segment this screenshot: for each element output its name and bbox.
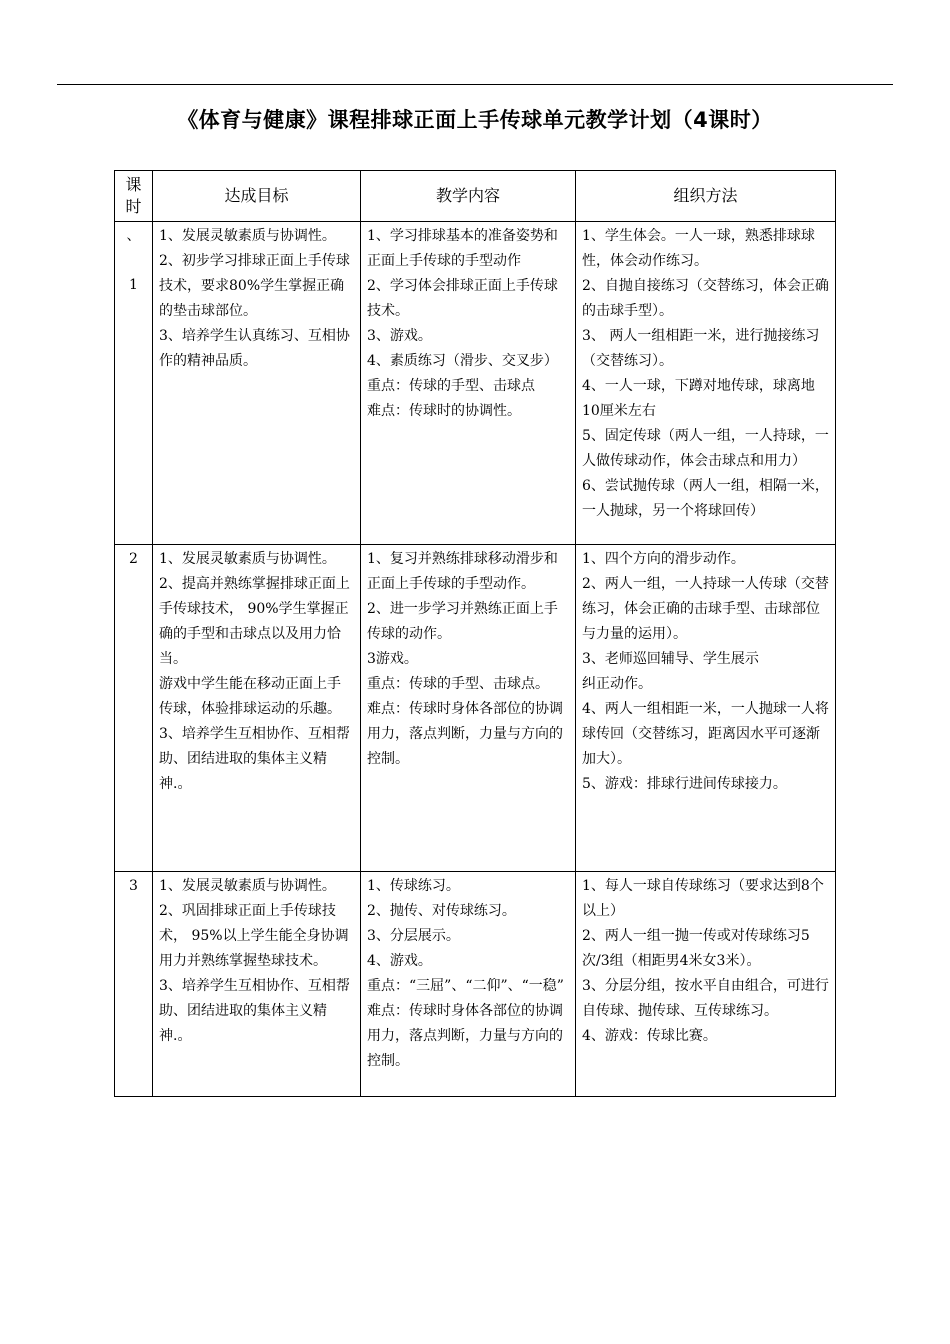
method-item: 4、一人一球，下蹲对地传球，球离地10厘米左右 (582, 378, 815, 419)
method-item: 2、两人一组，一人持球一人传球（交替练习，体会正确的击球手型、击球部位与力量的运用）。 (582, 576, 829, 642)
content-item: 重点：传球的手型、击球点。 (367, 676, 549, 692)
method-item: 纠正动作。 (582, 676, 652, 692)
method-item: 5、游戏：排球行进间传球接力。 (582, 776, 787, 792)
method-item: 3、老师巡回辅导、学生展示 (582, 651, 759, 667)
table-header-row (115, 171, 836, 222)
method-cell (576, 222, 836, 545)
header-period-line: 课 (125, 175, 142, 194)
goal-item: 1、发展灵敏素质与协调性。 (159, 551, 336, 567)
content-item: 难点：传球时身体各部位的协调用力，落点判断，力量与方向的控制。 (367, 701, 563, 767)
content-cell (361, 545, 576, 872)
goal-item: 2、巩固排球正面上手传球技术， 95%以上学生能全身协调用力并熟练掌握垫球技术。 (159, 903, 349, 969)
table-row (115, 545, 836, 872)
content-item: 3游戏。 (367, 651, 418, 667)
goals-cell (153, 872, 361, 1097)
content-item: 4、素质练习（滑步、交叉步） (367, 353, 558, 369)
method-item: 2、自抛自接练习（交替练习，体会正确的击球手型）。 (582, 278, 829, 319)
goal-item: 2、提高并熟练掌握排球正面上手传球技术， 90%学生掌握正确的手型和击球点以及用力恰当。 (159, 576, 350, 667)
period-cell (115, 545, 153, 872)
content-item: 难点：传球时身体各部位的协调用力，落点判断，力量与方向的控制。 (367, 1003, 563, 1069)
method-cell (576, 545, 836, 872)
content-item: 2、进一步学习并熟练正面上手传球的动作。 (367, 601, 558, 642)
period-cell (115, 222, 153, 545)
method-item: 4、两人一组相距一米，一人抛球一人将球传回（交替练习，距离因水平可逐渐加大）。 (582, 701, 829, 767)
content-item: 1、传球练习。 (367, 878, 460, 894)
content-item: 4、游戏。 (367, 953, 432, 969)
method-item: 5、固定传球（两人一组，一人持球，一人做传球动作，体会击球点和用力） (582, 428, 829, 469)
method-item: 2、两人一组一抛一传或对传球练习5次/3组（相距男4米女3米）。 (582, 928, 810, 969)
content-cell (361, 222, 576, 545)
header-goals: 达成目标 (153, 171, 361, 222)
content-item: 1、复习并熟练排球移动滑步和正面上手传球的手型动作。 (367, 551, 558, 592)
method-cell (576, 872, 836, 1097)
goal-item: 3、培养学生互相协作、互相帮助、团结进取的集体主义精神.。 (159, 978, 350, 1044)
goal-item: 2、初步学习排球正面上手传球技术，要求80%学生掌握正确的垫击球部位。 (159, 253, 350, 319)
goal-item: 3、培养学生互相协作、互相帮助、团结进取的集体主义精神.。 (159, 726, 350, 792)
header-method: 组织方法 (576, 171, 836, 222)
goal-item: 1、发展灵敏素质与协调性。 (159, 228, 336, 244)
period-number: 1 (129, 277, 138, 293)
period-number: 3 (129, 878, 138, 894)
header-period-line: 时 (125, 197, 142, 216)
content-item: 难点：传球时的协调性。 (367, 403, 521, 419)
period-cell (115, 872, 153, 1097)
method-item: 3、分层分组，按水平自由组合，可进行自传球、抛传球、互传球练习。 (582, 978, 829, 1019)
goals-cell (153, 545, 361, 872)
content-item: 重点：“三屈”、“二仰”、“一稳” (367, 978, 564, 994)
content-item: 2、学习体会排球正面上手传球技术。 (367, 278, 558, 319)
lesson-plan-table (114, 170, 836, 1097)
table-row (115, 872, 836, 1097)
content-cell (361, 872, 576, 1097)
table-row (115, 222, 836, 545)
content-item: 2、抛传、对传球练习。 (367, 903, 516, 919)
method-item: 6、尝试抛传球（两人一组，相隔一米，一人抛球，另一个将球回传） (582, 478, 829, 519)
header-period (115, 171, 153, 222)
header-content: 教学内容 (361, 171, 576, 222)
content-item: 重点：传球的手型、击球点 (367, 378, 535, 394)
content-item: 3、分层展示。 (367, 928, 460, 944)
content-item: 1、学习排球基本的准备姿势和正面上手传球的手型动作 (367, 228, 558, 269)
goal-item: 1、发展灵敏素质与协调性。 (159, 878, 336, 894)
period-mark: 、 (126, 228, 141, 244)
method-item: 1、每人一球自传球练习（要求达到8个以上） (582, 878, 824, 919)
document-title: 《体育与健康》课程排球正面上手传球单元教学计划（4课时） (177, 108, 773, 132)
header-rule (57, 84, 893, 85)
goals-cell (153, 222, 361, 545)
goal-item: 游戏中学生能在移动正面上手传球，体验排球运动的乐趣。 (159, 676, 341, 717)
method-item: 3、 两人一组相距一米，进行抛接练习（交替练习）。 (582, 328, 820, 369)
content-item: 3、游戏。 (367, 328, 432, 344)
method-item: 1、学生体会。一人一球，熟悉排球球性，体会动作练习。 (582, 228, 815, 269)
goal-item: 3、培养学生认真练习、互相协作的精神品质。 (159, 328, 350, 369)
method-item: 4、游戏：传球比赛。 (582, 1028, 717, 1044)
period-number: 2 (129, 551, 138, 567)
method-item: 1、四个方向的滑步动作。 (582, 551, 745, 567)
